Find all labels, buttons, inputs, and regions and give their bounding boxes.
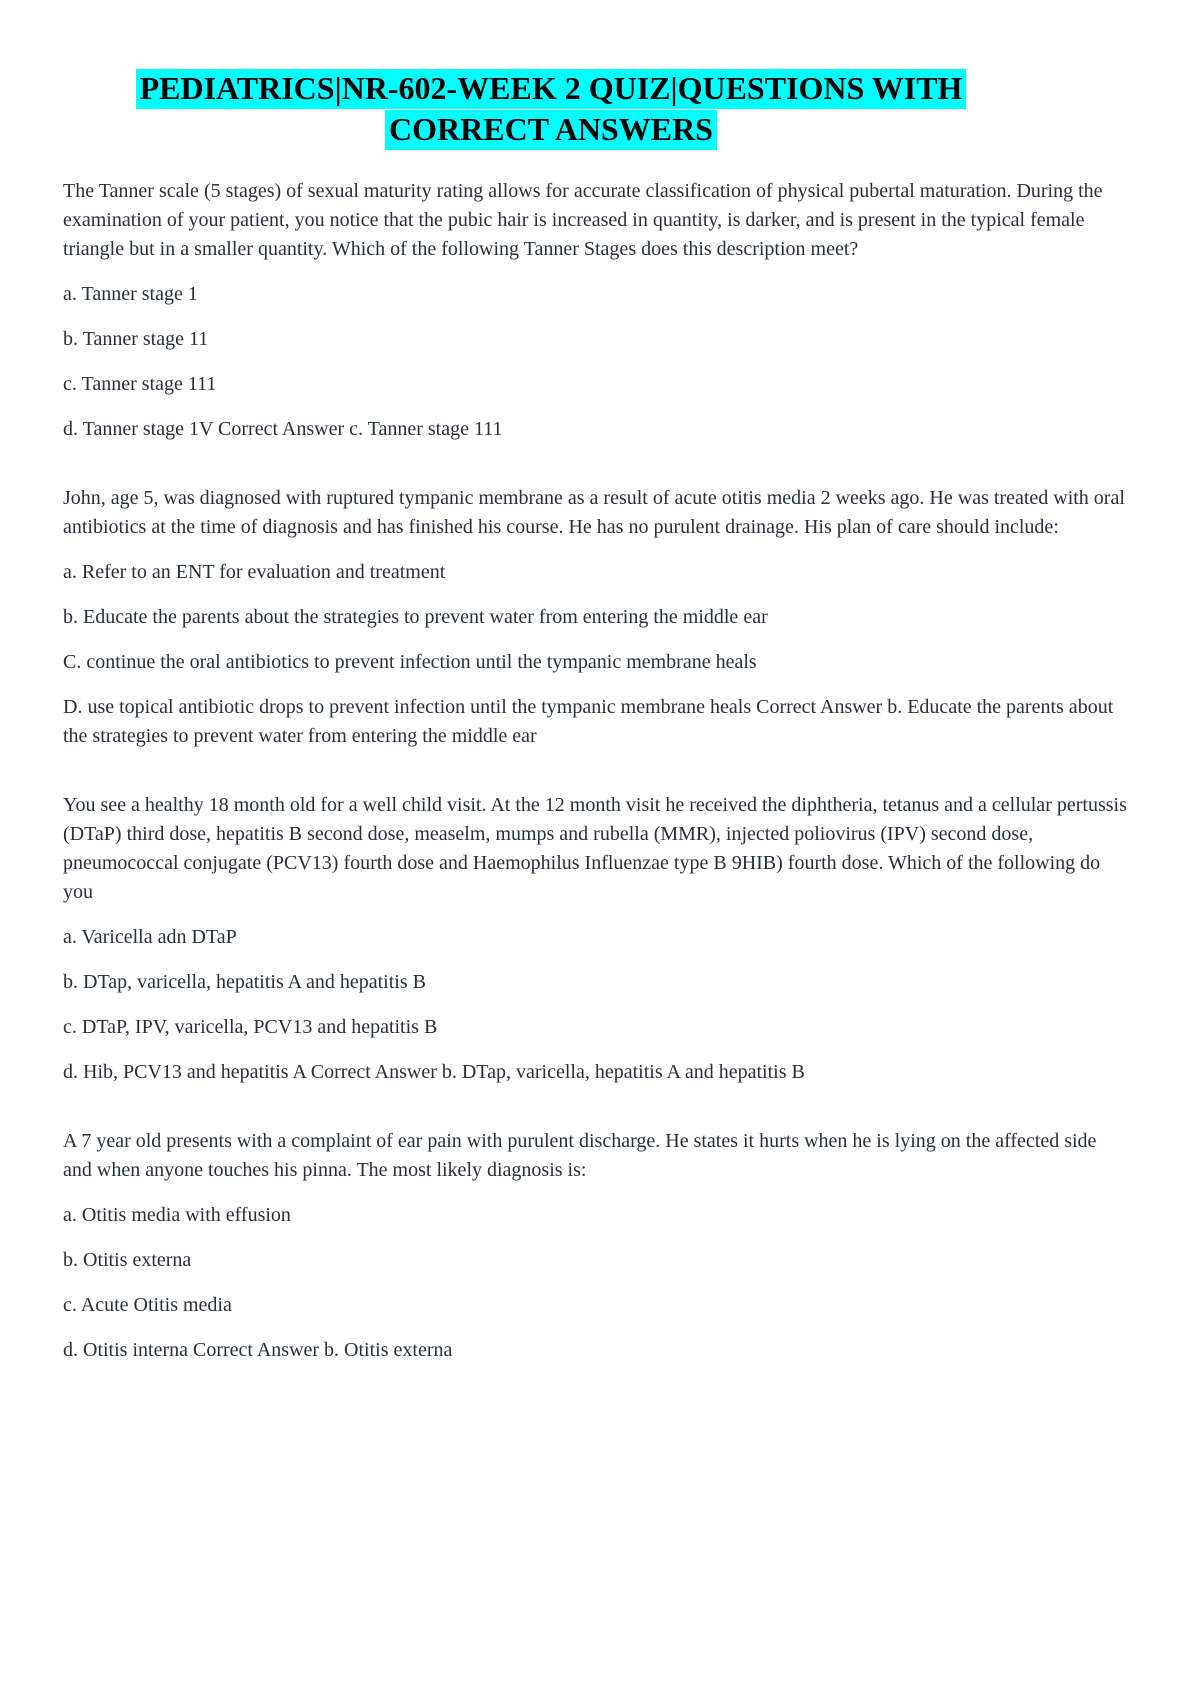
question-block-2 [63,484,1129,751]
answer-option-c: c. Acute Otitis media [63,1294,232,1316]
question-block-4 [63,1127,1129,1365]
answer-option-b: b. Otitis externa [63,1249,192,1271]
answer-option-a: a. Otitis media with effusion [63,1204,291,1226]
answer-option-d: d. Tanner stage 1V Correct Answer c. Tanner stage 111 [63,418,503,440]
answer-option-d: D. use topical antibiotic drops to prevent infection until the tympanic membrane heals Correct Answer b. Educate the parents about the strategies to prevent water from entering the middle ear [63,696,1114,747]
answer-option-a: a. Varicella adn DTaP [63,926,237,948]
answer-option-b: b. DTap, varicella, hepatitis A and hepatitis B [63,971,426,993]
answer-option-c: c. Tanner stage 111 [63,373,217,395]
answer-option-b: b. Educate the parents about the strategies to prevent water from entering the middle ear [63,606,768,628]
question-block-1 [63,177,1129,444]
answer-option-a: a. Tanner stage 1 [63,283,198,305]
document-title-line2: CORRECT ANSWERS [385,110,717,150]
answer-option-c: c. DTaP, IPV, varicella, PCV13 and hepatitis B [63,1016,438,1038]
question-block-3 [63,791,1129,1087]
answer-option-a: a. Refer to an ENT for evaluation and treatment [63,561,446,583]
answer-option-c: C. continue the oral antibiotics to prevent infection until the tympanic membrane heals [63,651,757,673]
answer-option-d: d. Hib, PCV13 and hepatitis A Correct Answer b. DTap, varicella, hepatitis A and hepatitis B [63,1061,805,1083]
document-title [63,68,1039,150]
answer-option-d: d. Otitis interna Correct Answer b. Otitis externa [63,1339,453,1361]
question-text: John, age 5, was diagnosed with ruptured tympanic membrane as a result of acute otitis media 2 weeks ago. He was treated with oral antibiotics at the time of diagnosis and has finished his course. He has no purulent drainage. His plan of care should include: [63,487,1125,538]
answer-option-b: b. Tanner stage 11 [63,328,209,350]
question-text: You see a healthy 18 month old for a well child visit. At the 12 month visit he received the diphtheria, tetanus and a cellular pertussis (DTaP) third dose, hepatitis B second dose, measelm, mumps and rubella (MMR), injected poliovirus (IPV) second dose, pneumococcal conjugate (PCV13) fourth dose and Haemophilus Influenzae type B 9HIB) fourth dose. Which of the following do you [63,794,1127,903]
question-text: A 7 year old presents with a complaint of ear pain with purulent discharge. He states it hurts when he is lying on the affected side and when anyone touches his pinna. The most likely diagnosis is: [63,1130,1097,1181]
document-title-line1: PEDIATRICS|NR-602-WEEK 2 QUIZ|QUESTIONS WITH [136,69,967,109]
question-text: The Tanner scale (5 stages) of sexual maturity rating allows for accurate classification of physical pubertal maturation. During the examination of your patient, you notice that the pubic hair is increased in quantity, is darker, and is present in the typical female triangle but in a smaller quantity. Which of the following Tanner Stages does this description meet? [63,180,1103,260]
